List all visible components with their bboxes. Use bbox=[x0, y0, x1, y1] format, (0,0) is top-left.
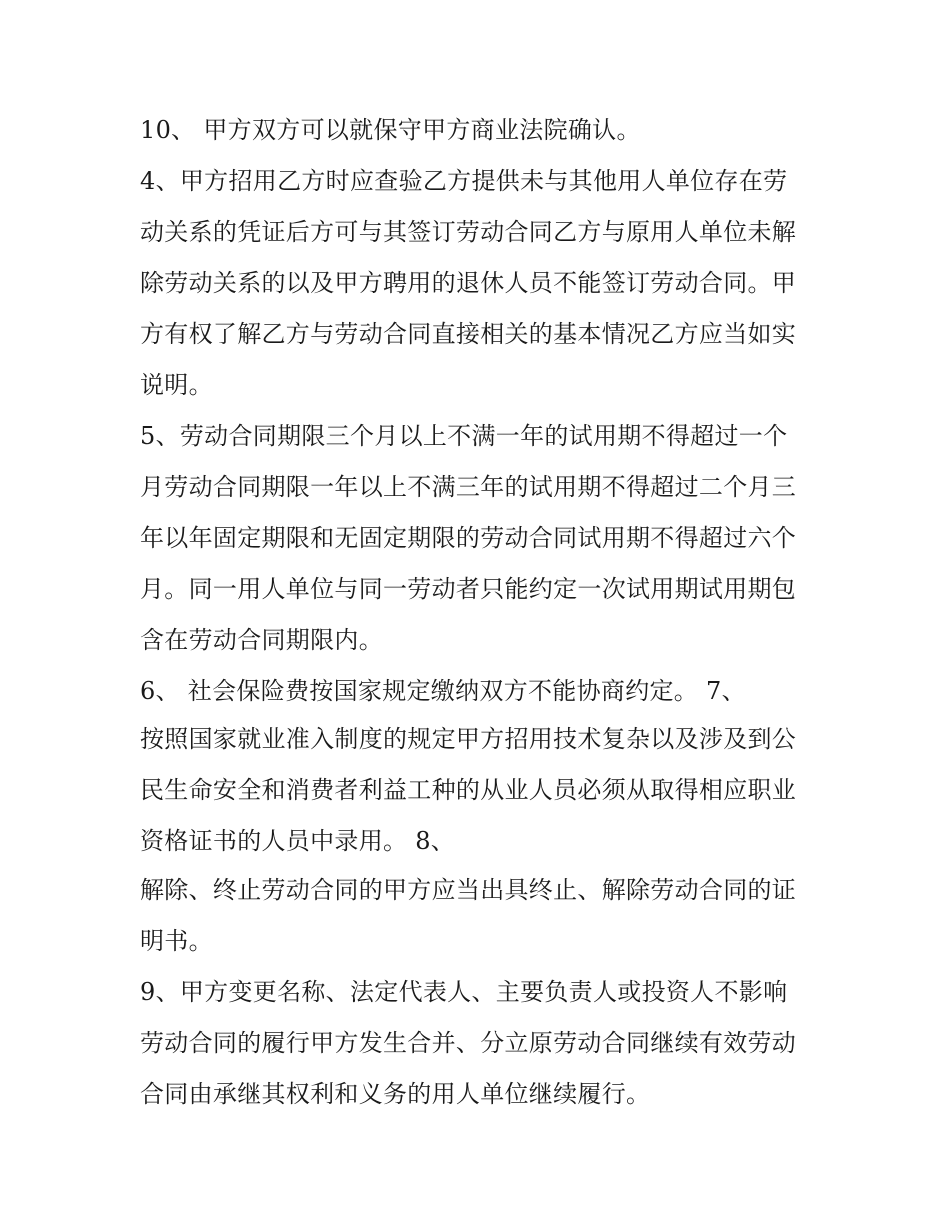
text-line: 5、劳动合同期限三个月以上不满一年的试用期不得超过一个 bbox=[140, 422, 788, 450]
text-line: 合同由承继其权利和义务的用人单位继续履行。 bbox=[140, 1080, 651, 1108]
text-line: 明书。 bbox=[140, 927, 213, 955]
text-line: 9、甲方变更名称、法定代表人、主要负责人或投资人不影响 bbox=[140, 978, 788, 1006]
text-line: 6、 社会保险费按国家规定缴纳双方不能协商约定。 7、 bbox=[140, 677, 746, 705]
text-line: 年以年固定期限和无固定期限的劳动合同试用期不得超过六个 bbox=[140, 524, 797, 552]
text-line: 除劳动关系的以及甲方聘用的退休人员不能签订劳动合同。甲 bbox=[140, 269, 797, 297]
text-line: 4、甲方招用乙方时应查验乙方提供未与其他用人单位存在劳 bbox=[140, 167, 788, 195]
text-line: 动关系的凭证后方可与其签订劳动合同乙方与原用人单位未解 bbox=[140, 218, 797, 246]
text-line: 月。同一用人单位与同一劳动者只能约定一次试用期试用期包 bbox=[140, 575, 797, 603]
text-line: 资格证书的人员中录用。 8、 bbox=[140, 827, 456, 855]
text-line: 解除、终止劳动合同的甲方应当出具终止、解除劳动合同的证 bbox=[140, 876, 797, 904]
text-line: 说明。 bbox=[140, 371, 213, 399]
text-line: 民生命安全和消费者利益工种的从业人员必须从取得相应职业 bbox=[140, 776, 797, 804]
text-line: 10、 甲方双方可以就保守甲方商业法院确认。 bbox=[140, 116, 641, 144]
text-line: 方有权了解乙方与劳动合同直接相关的基本情况乙方应当如实 bbox=[140, 320, 797, 348]
text-line: 含在劳动合同期限内。 bbox=[140, 626, 383, 654]
text-line: 按照国家就业准入制度的规定甲方招用技术复杂以及涉及到公 bbox=[140, 725, 797, 753]
text-line: 月劳动合同期限一年以上不满三年的试用期不得超过二个月三 bbox=[140, 473, 797, 501]
text-line: 劳动合同的履行甲方发生合并、分立原劳动合同继续有效劳动 bbox=[140, 1029, 797, 1057]
